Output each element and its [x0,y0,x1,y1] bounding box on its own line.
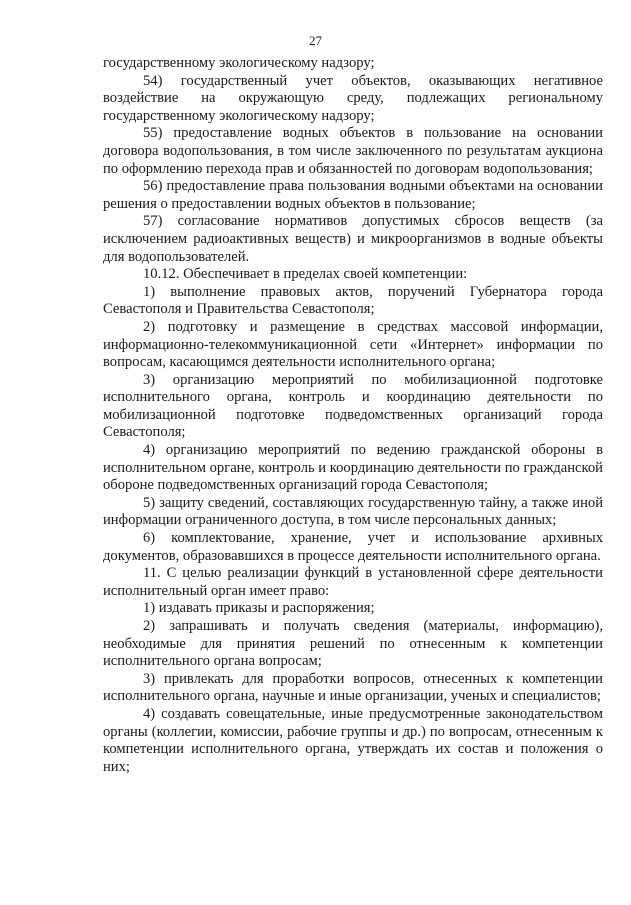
paragraph-right-4-create-bodies: 4) создавать совещательные, иные предусмотренные законодательством органы (коллегии, комиссии, рабочие группы и др.) по вопросам, отнесенным к компетенции исполнительного органа, утверждать их состав и положения о них; [103,705,603,775]
paragraph-item-2-media: 2) подготовку и размещение в средствах массовой информации, информационно-телекоммуникационной сети «Интернет» информации по вопросам, касающимся деятельности исполнительного органа; [103,318,603,371]
paragraph-item-1-acts: 1) выполнение правовых актов, поручений Губернатора города Севастополя и Правительства Севастополя; [103,283,603,318]
paragraph-item-57: 57) согласование нормативов допустимых сбросов веществ (за исключением радиоактивных веществ) и микроорганизмов в водные объекты для водопользователей. [103,213,603,265]
document-body [103,55,603,776]
paragraph-item-4-civil-defense: 4) организацию мероприятий по ведению гражданской обороны в исполнительном органе, контроль и координацию деятельности по гражданской обороне подведомственных организаций города Севастополя; [103,442,603,494]
paragraph-item-3-mobilization: 3) организацию мероприятий по мобилизационной подготовке исполнительного органа, контроль и координацию деятельности по мобилизационной подготовке подведомственных организаций города Севастополя; [103,371,603,441]
paragraph-right-2-request-info: 2) запрашивать и получать сведения (материалы, информацию), необходимые для принятия решений по отнесенным к компетенции исполнительного органа вопросам; [103,618,603,670]
paragraph-right-3-involve-orgs: 3) привлекать для проработки вопросов, отнесенных к компетенции исполнительного органа, научные и иные организации, ученых и специалистов; [103,670,603,705]
paragraph-item-56: 56) предоставление права пользования водными объектами на основании решения о предоставлении водных объектов в пользование; [103,178,603,212]
paragraph-continuation: государственному экологическому надзору; [103,55,375,71]
paragraph-item-6-archives: 6) комплектование, хранение, учет и использование архивных документов, образовавшихся в процессе деятельности исполнительного органа. [103,530,603,564]
paragraph-section-11: 11. С целью реализации функций в установленной сфере деятельности исполнительный орган имеет право: [103,565,603,599]
paragraph-right-1-orders: 1) издавать приказы и распоряжения; [143,600,375,617]
paragraph-item-54: 54) государственный учет объектов, оказывающих негативное воздействие на окружающую среду, подлежащих региональному государственному экологическому надзору; [103,72,603,124]
page-number: 27 [309,33,322,48]
paragraph-item-5-secrecy: 5) защиту сведений, составляющих государственную тайну, а также иной информации ограниченного доступа, в том числе персональных данных; [103,494,603,529]
paragraph-section-10-12: 10.12. Обеспечивает в пределах своей компетенции: [143,266,468,283]
paragraph-item-55: 55) предоставление водных объектов в пользование на основании договора водопользования, в том числе заключенного по результатам аукциона по оформлению перехода прав и обязанностей по договорам водопользования; [103,125,603,177]
